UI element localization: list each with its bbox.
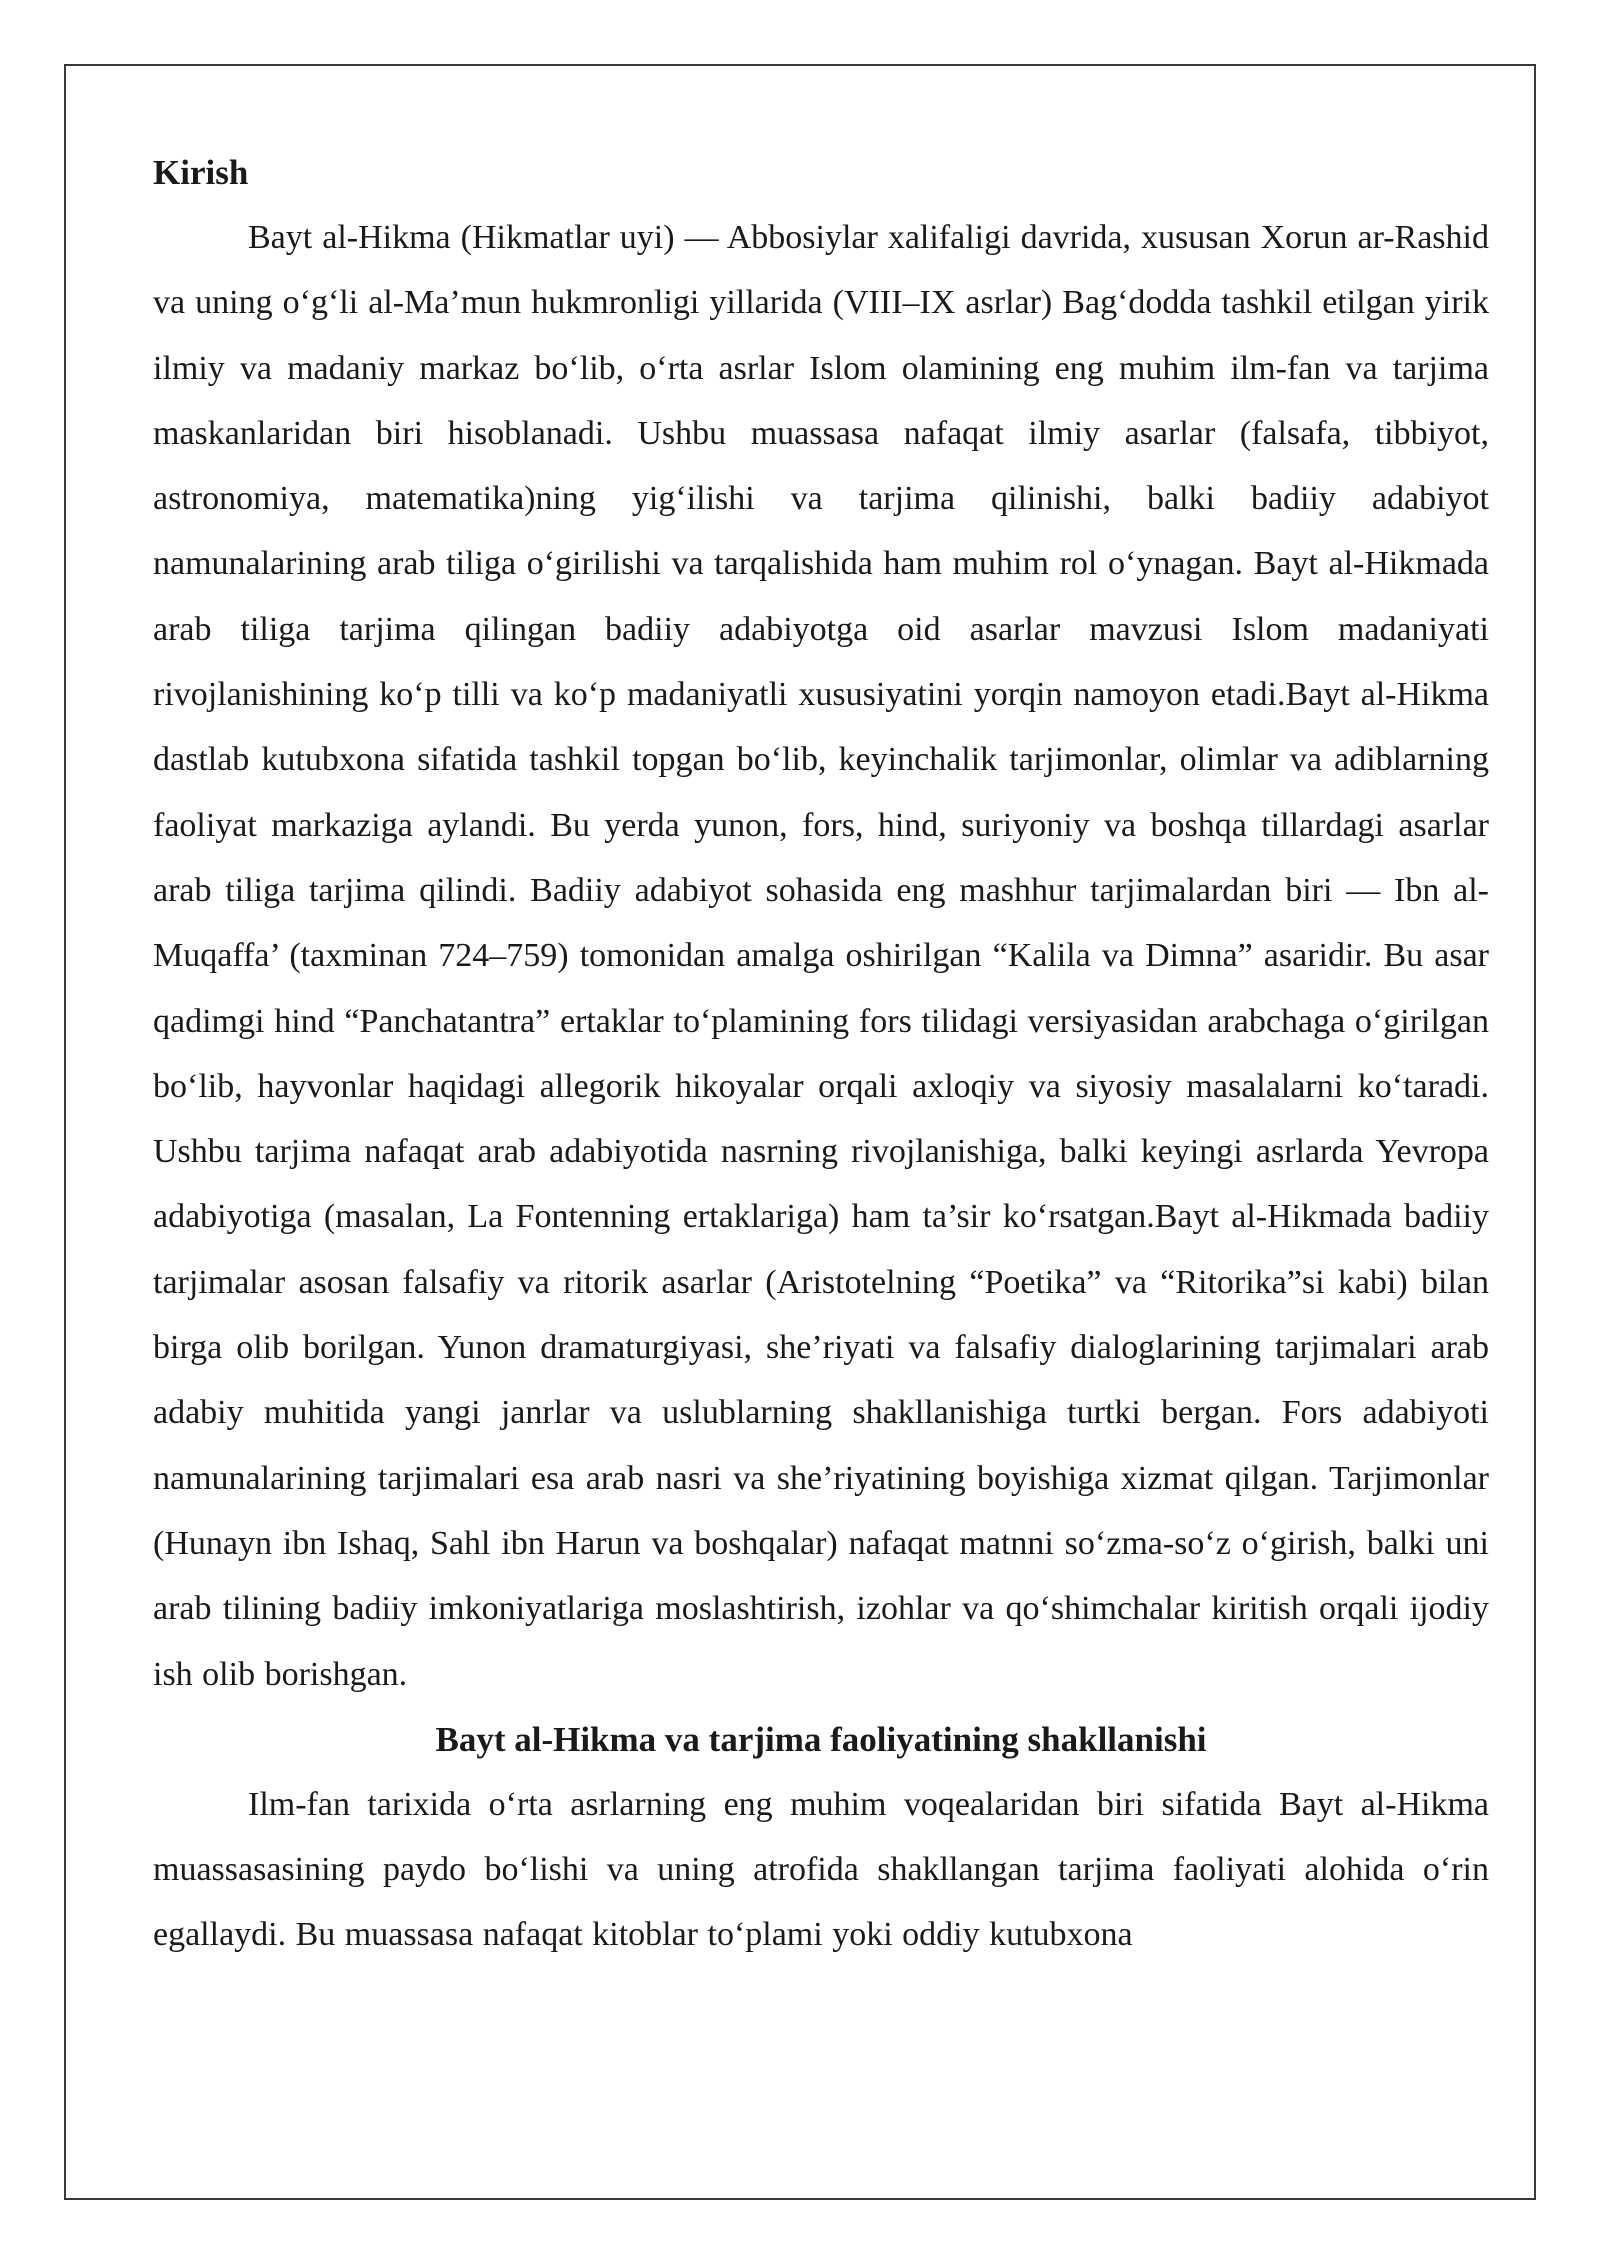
intro-paragraph: Bayt al-Hikma (Hikmatlar uyi) — Abbosiylar xalifaligi davrida, xususan Xorun ar-Rashid va uning o‘g‘li al-Ma’mun hukmronligi yillarida (VIII–IX asrlar) Bag‘dodda tashkil etilgan yirik ilmiy va madaniy markaz bo‘lib, o‘rta asrlar Islom olamining eng muhim ilm-fan va tarjima maskanlaridan biri hisoblanadi. Ushbu muassasa nafaqat ilmiy asarlar (falsafa, tibbiyot, astronomiya, matematika)ning yig‘ilishi va tarjima qilinishi, balki badiiy adabiyot namunalarining arab tiliga o‘girilishi va tarqalishida ham muhim rol o‘ynagan. Bayt al-Hikmada arab tiliga tarjima qilingan badiiy adabiyotga oid asarlar mavzusi Islom madaniyati rivojlanishining ko‘p tilli va ko‘p madaniyatli xususiyatini yorqin namoyon etadi.Bayt al-Hikma dastlab kutubxona sifatida tashkil topgan bo‘lib, keyinchalik tarjimonlar, olimlar va adiblarning faoliyat markaziga aylandi. Bu yerda yunon, fors, hind, suriyoniy va boshqa tillardagi asarlar arab tiliga tarjima qilindi. Badiiy adabiyot sohasida eng mashhur tarjimalardan biri — Ibn al-Muqaffa’ (taxminan 724–759) tomonidan amalga oshirilgan “Kalila va Dimna” asaridir. Bu asar qadimgi hind “Panchatantra” ertaklar to‘plamining fors tilidagi versiyasidan arabchaga o‘girilgan bo‘lib, hayvonlar haqidagi allegorik hikoyalar orqali axloqiy va siyosiy masalalarni ko‘taradi. Ushbu tarjima nafaqat arab adabiyotida nasrning rivojlanishiga, balki keyingi asrlarda Yevropa adabiyotiga (masalan, La Fontenning ertaklariga) ham ta’sir ko‘rsatgan.Bayt al-Hikmada badiiy tarjimalar asosan falsafiy va ritorik asarlar (Aristotelning “Poetika” va “Ritorika”si kabi) bilan birga olib borilgan. Yunon dramaturgiyasi, she’riyati va falsafiy dialoglarining tarjimalari arab adabiy muhitida yangi janrlar va uslublarning shakllanishiga turtki bergan. Fors adabiyoti namunalarining tarjimalari esa arab nasri va she’riyatining boyishiga xizmat qilgan. Tarjimonlar (Hunayn ibn Ishaq, Sahl ibn Harun va boshqalar) nafaqat matnni so‘zma-so‘z o‘girish, balki uni arab tilining badiiy imkoniyatlariga moslashtirish, izohlar va qo‘shimchalar kiritish orqali ijodiy ish olib borishgan. (153, 219, 1489, 1693)
intro-heading: Kirish (153, 153, 249, 192)
section-paragraph: Ilm-fan tarixida o‘rta asrlarning eng muhim voqealaridan biri sifatida Bayt al-Hikma muassasasining paydo bo‘lishi va uning atrofida shakllangan tarjima faoliyati alohida o‘rin egallaydi. Bu muassasa nafaqat kitoblar to‘plami yoki oddiy kutubxona (153, 1785, 1489, 1954)
document-body (153, 140, 1489, 1968)
section-title: Bayt al-Hikma va tarjima faoliyatining shakllanishi (435, 1719, 1207, 1759)
